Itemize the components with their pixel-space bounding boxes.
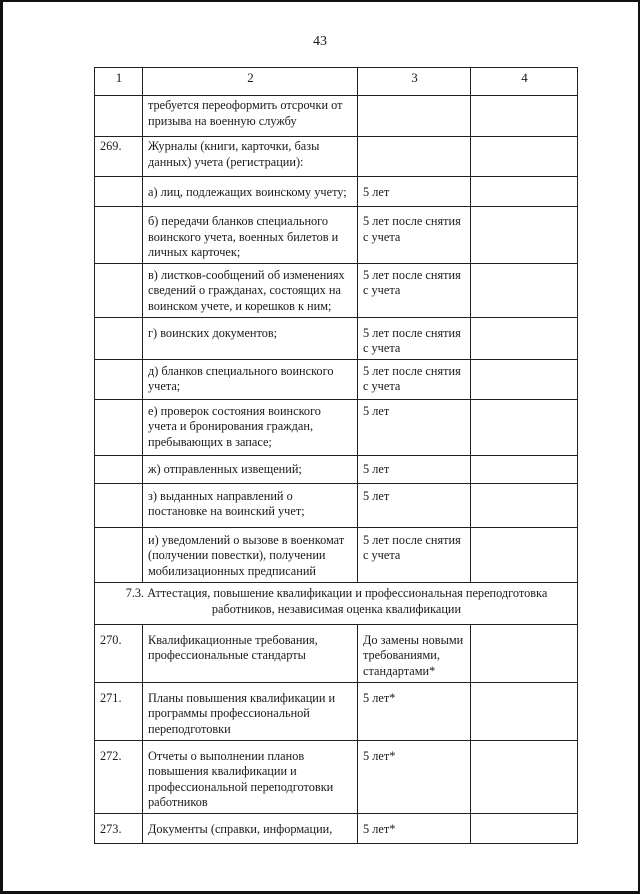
header-col-2: 2 — [143, 68, 358, 96]
row-period: До замены новыми требованиями, стандартами* — [358, 624, 471, 682]
row-note — [471, 682, 578, 740]
row-number — [95, 263, 143, 317]
row-number — [95, 359, 143, 399]
page-number: 43 — [313, 34, 327, 49]
row-description: г) воинских документов; — [143, 317, 358, 359]
row-note — [471, 483, 578, 527]
table-row — [95, 177, 578, 207]
table-row — [95, 137, 578, 177]
row-number: 269. — [95, 137, 143, 177]
table-row — [95, 317, 578, 359]
row-description: Отчеты о выполнении планов повышения квалификации и профессиональной переподготовки работников — [143, 740, 358, 813]
row-period: 5 лет после снятия с учета — [358, 207, 471, 264]
row-number — [95, 399, 143, 455]
row-period: 5 лет* — [358, 740, 471, 813]
section-title: 7.3. Аттестация, повышение квалификации и профессиональная переподготовка работников, независимая оценка квалификации — [95, 582, 578, 624]
header-col-3: 3 — [358, 68, 471, 96]
row-period: 5 лет* — [358, 813, 471, 843]
row-number — [95, 455, 143, 483]
row-description: ж) отправленных извещений; — [143, 455, 358, 483]
row-note — [471, 263, 578, 317]
row-description: б) передачи бланков специального воинского учета, военных билетов и личных карточек; — [143, 207, 358, 264]
row-description: Планы повышения квалификации и программы профессиональной переподготовки — [143, 682, 358, 740]
table-row — [95, 96, 578, 137]
row-number — [95, 317, 143, 359]
table-row — [95, 740, 578, 813]
row-description: Квалификационные требования, профессиональные стандарты — [143, 624, 358, 682]
row-description: Документы (справки, информации, — [143, 813, 358, 843]
row-note — [471, 624, 578, 682]
row-note — [471, 455, 578, 483]
row-period — [358, 137, 471, 177]
row-period: 5 лет после снятия с учета — [358, 317, 471, 359]
table-row — [95, 527, 578, 582]
header-col-1: 1 — [95, 68, 143, 96]
row-note — [471, 359, 578, 399]
table-row — [95, 207, 578, 264]
row-number: 271. — [95, 682, 143, 740]
header-row — [95, 68, 578, 96]
header-col-4: 4 — [471, 68, 578, 96]
row-period: 5 лет после снятия с учета — [358, 527, 471, 582]
row-note — [471, 207, 578, 264]
row-period: 5 лет после снятия с учета — [358, 263, 471, 317]
row-period: 5 лет — [358, 177, 471, 207]
row-number — [95, 527, 143, 582]
row-note — [471, 527, 578, 582]
row-number — [95, 207, 143, 264]
table-row — [95, 483, 578, 527]
table-row — [95, 263, 578, 317]
row-description: Журналы (книги, карточки, базы данных) учета (регистрации): — [143, 137, 358, 177]
row-number — [95, 483, 143, 527]
row-period: 5 лет — [358, 483, 471, 527]
row-period: 5 лет — [358, 455, 471, 483]
table-row — [95, 813, 578, 843]
row-description: в) листков-сообщений об изменениях сведений о гражданах, состоящих на воинском учете, и корешков к ним; — [143, 263, 358, 317]
row-note — [471, 813, 578, 843]
scan-edge-top — [0, 0, 640, 2]
row-note — [471, 177, 578, 207]
row-description: д) бланков специального воинского учета; — [143, 359, 358, 399]
table-row — [95, 455, 578, 483]
row-number: 273. — [95, 813, 143, 843]
table-row — [95, 624, 578, 682]
row-description: е) проверок состояния воинского учета и бронирования граждан, пребывающих в запасе; — [143, 399, 358, 455]
row-note — [471, 317, 578, 359]
row-description: и) уведомлений о вызове в военкомат (получении повестки), получении мобилизационных предписаний — [143, 527, 358, 582]
row-period — [358, 96, 471, 137]
row-description: з) выданных направлений о постановке на воинский учет; — [143, 483, 358, 527]
row-description: а) лиц, подлежащих воинскому учету; — [143, 177, 358, 207]
row-number: 270. — [95, 624, 143, 682]
row-number — [95, 177, 143, 207]
records-retention-table — [94, 67, 578, 844]
row-note — [471, 96, 578, 137]
row-period: 5 лет — [358, 399, 471, 455]
section-heading-row — [95, 582, 578, 624]
table-row — [95, 399, 578, 455]
table-row — [95, 682, 578, 740]
row-number — [95, 96, 143, 137]
scan-edge-left — [0, 0, 3, 894]
row-number: 272. — [95, 740, 143, 813]
row-note — [471, 740, 578, 813]
table-row — [95, 359, 578, 399]
row-period: 5 лет* — [358, 682, 471, 740]
row-note — [471, 399, 578, 455]
row-period: 5 лет после снятия с учета — [358, 359, 471, 399]
row-note — [471, 137, 578, 177]
row-description: требуется переоформить отсрочки от призыва на военную службу — [143, 96, 358, 137]
